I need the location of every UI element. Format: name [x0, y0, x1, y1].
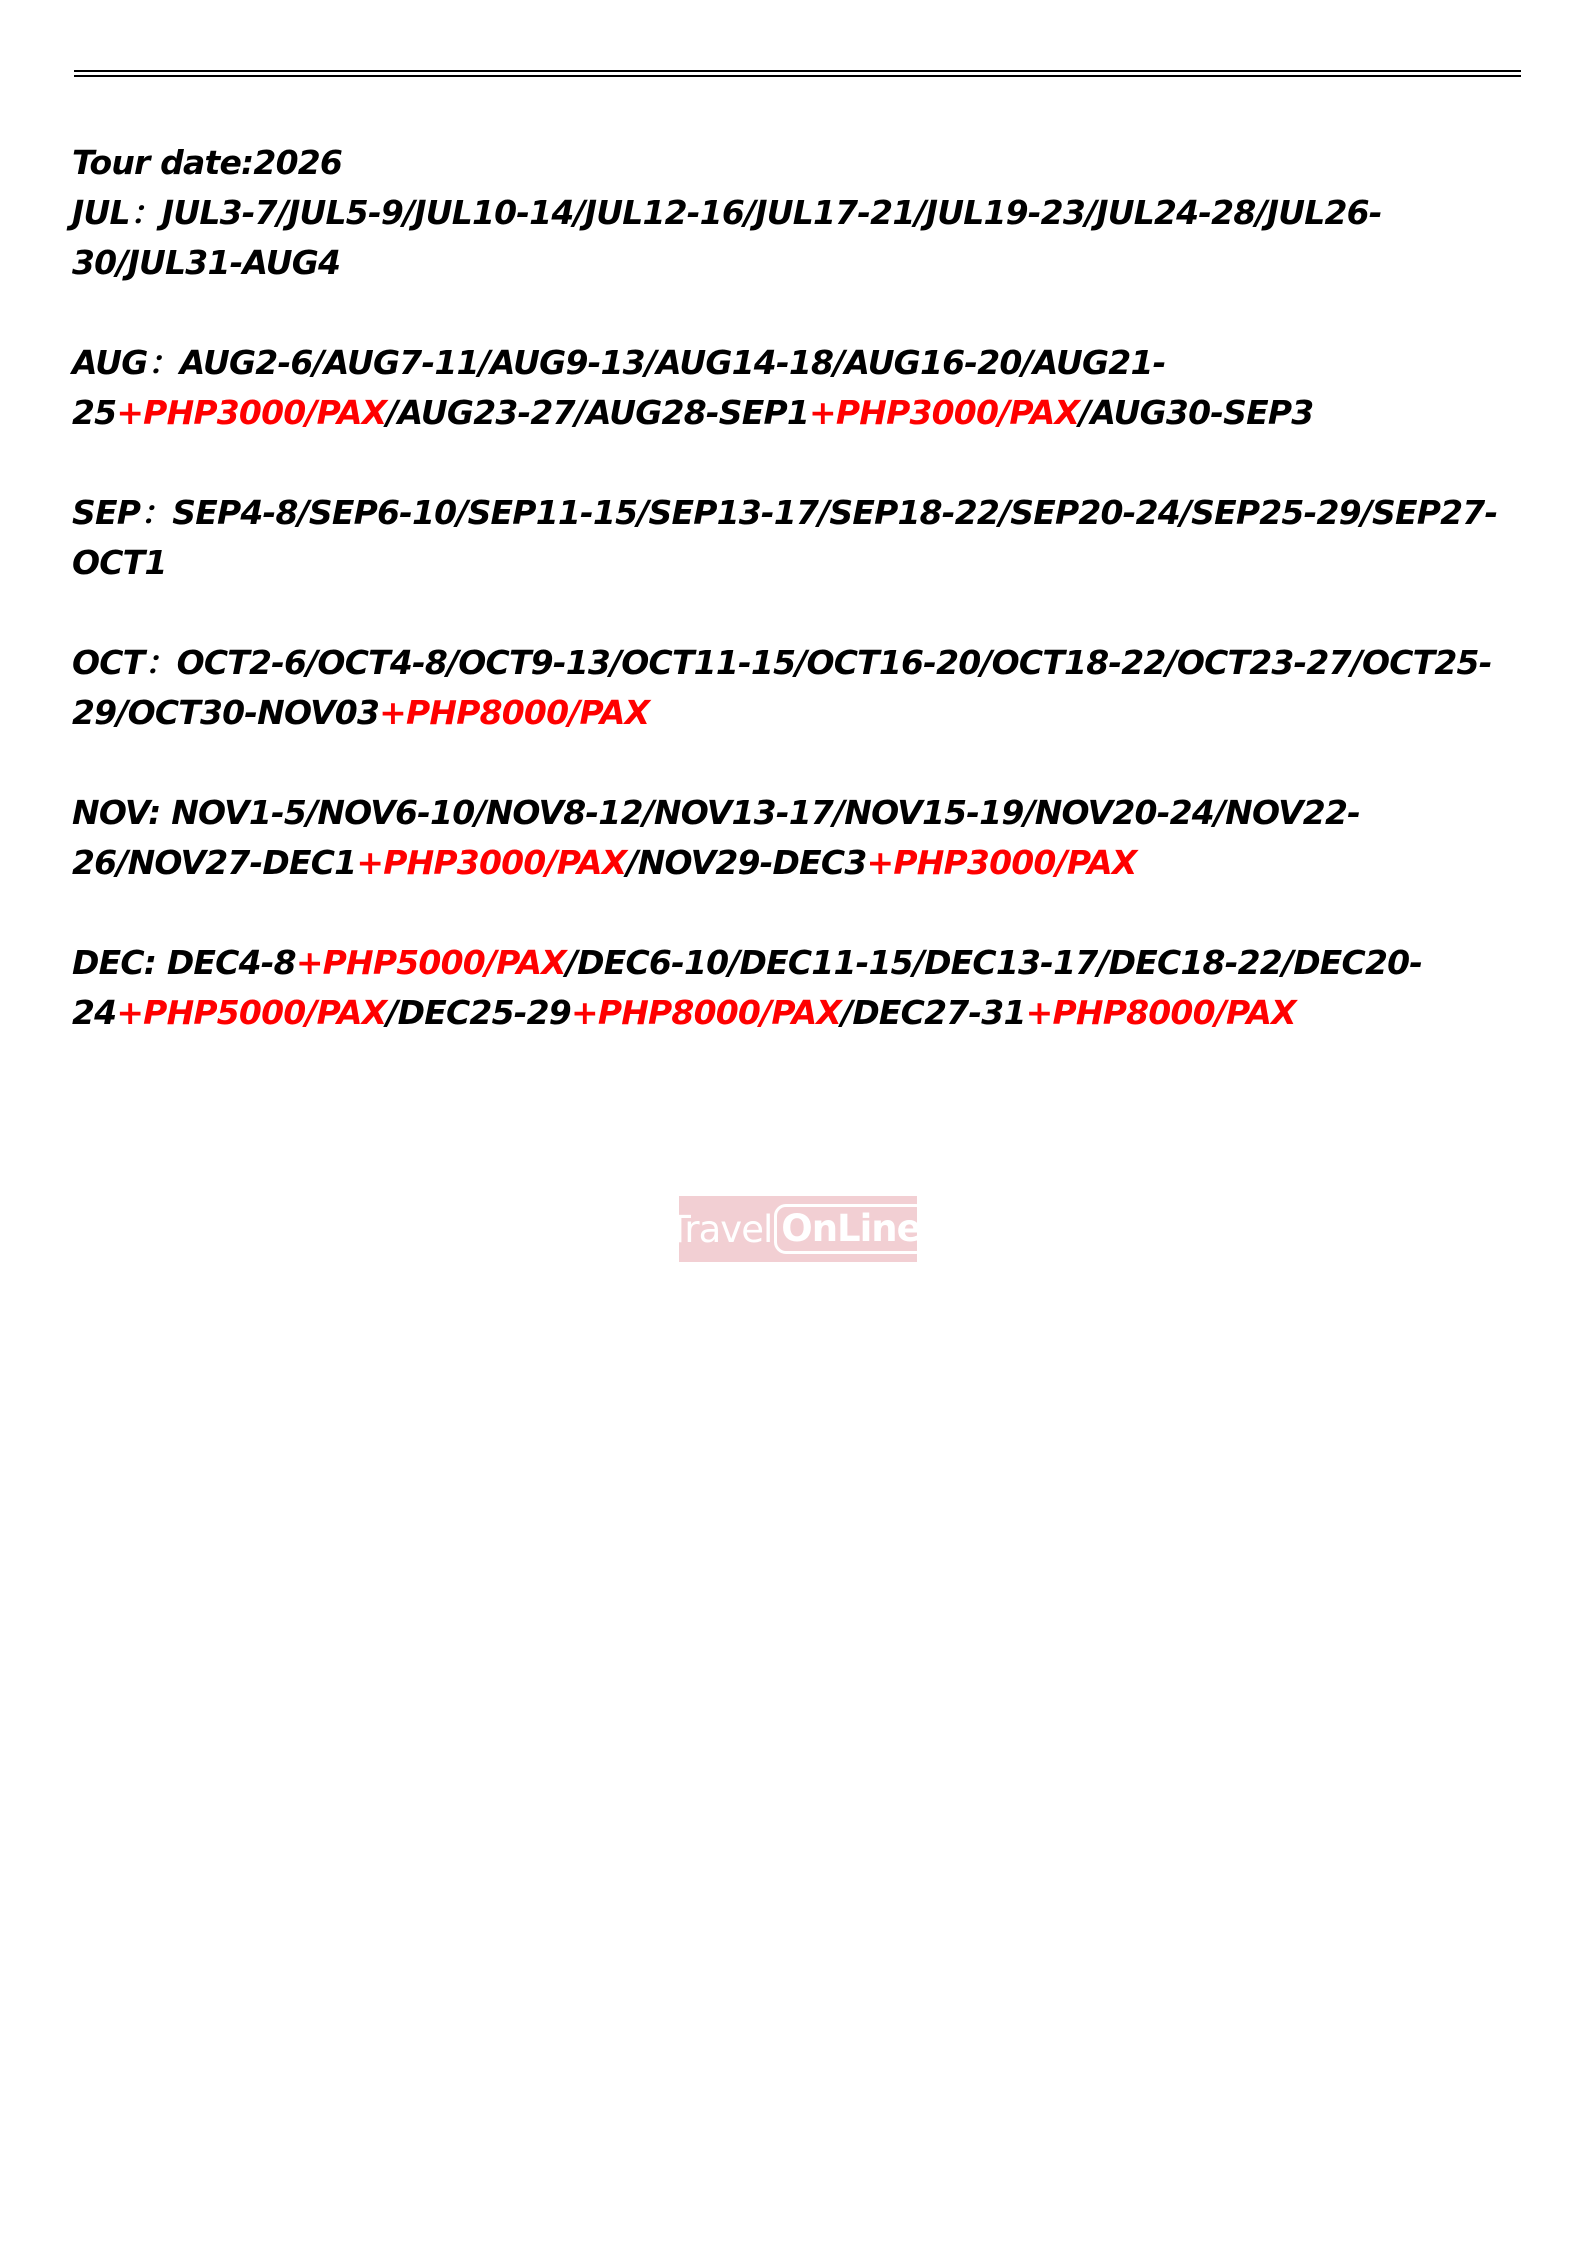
- date-range-text: /NOV29-DEC3: [626, 843, 867, 882]
- surcharge-text: +PHP8000/PAX: [379, 693, 650, 732]
- date-range-text: /AUG23-27/AUG28-SEP1: [386, 393, 810, 432]
- date-range-text: AUG：AUG2-6/AUG7-11/AUG9-13/AUG14-18/AUG16-20/AUG21-25: [72, 343, 1166, 432]
- surcharge-text: +PHP8000/PAX: [1025, 993, 1296, 1032]
- month-paragraph: [72, 638, 1522, 738]
- date-range-text: JUL：JUL3-7/JUL5-9/JUL10-14/JUL12-16/JUL17-21/JUL19-23/JUL24-28/JUL26-30/JUL31-AUG4: [72, 193, 1382, 282]
- surcharge-text: +PHP3000/PAX: [356, 843, 627, 882]
- tour-date-heading: Tour date:2026: [72, 143, 343, 182]
- surcharge-text: +PHP8000/PAX: [570, 993, 842, 1032]
- header-rule-bottom: [74, 75, 1521, 77]
- logo-text-travel: Travel: [668, 1207, 773, 1251]
- surcharge-text: +PHP3000/PAX: [116, 393, 387, 432]
- month-paragraph: [72, 338, 1522, 438]
- date-range-text: SEP：SEP4-8/SEP6-10/SEP11-15/SEP13-17/SEP18-22/SEP20-24/SEP25-29/SEP27-OCT1: [72, 493, 1498, 582]
- date-range-text: OCT：OCT2-6/OCT4-8/OCT9-13/OCT11-15/OCT16-20/OCT18-22/OCT23-27/OCT25-29/OCT30-NOV03: [72, 643, 1492, 732]
- month-paragraph: [72, 788, 1522, 888]
- surcharge-text: +PHP3000/PAX: [809, 393, 1080, 432]
- date-range-text: /DEC27-31: [841, 993, 1026, 1032]
- date-range-text: /DEC6-10/DEC11-15/DEC13-17/DEC18-22/DEC20-24: [72, 943, 1423, 1032]
- date-range-text: NOV: NOV1-5/NOV6-10/NOV8-12/NOV13-17/NOV15-19/NOV20-24/NOV22-26/NOV27-DEC1: [72, 793, 1361, 882]
- date-range-text: /AUG30-SEP3: [1079, 393, 1314, 432]
- month-paragraph: [72, 188, 1522, 288]
- tour-dates-section: [72, 138, 1522, 1088]
- logo-text-online: OnLine: [774, 1204, 928, 1254]
- month-paragraph: [72, 938, 1522, 1038]
- header-rule-top: [74, 70, 1521, 72]
- month-paragraph: [72, 488, 1522, 588]
- month-list: [72, 188, 1522, 1038]
- surcharge-text: +PHP5000/PAX: [116, 993, 387, 1032]
- date-range-text: /DEC25-29: [386, 993, 571, 1032]
- date-range-text: DEC: DEC4-8: [72, 943, 296, 982]
- surcharge-text: +PHP5000/PAX: [295, 943, 566, 982]
- surcharge-text: +PHP3000/PAX: [866, 843, 1137, 882]
- travelonline-watermark-logo: [668, 1196, 921, 1262]
